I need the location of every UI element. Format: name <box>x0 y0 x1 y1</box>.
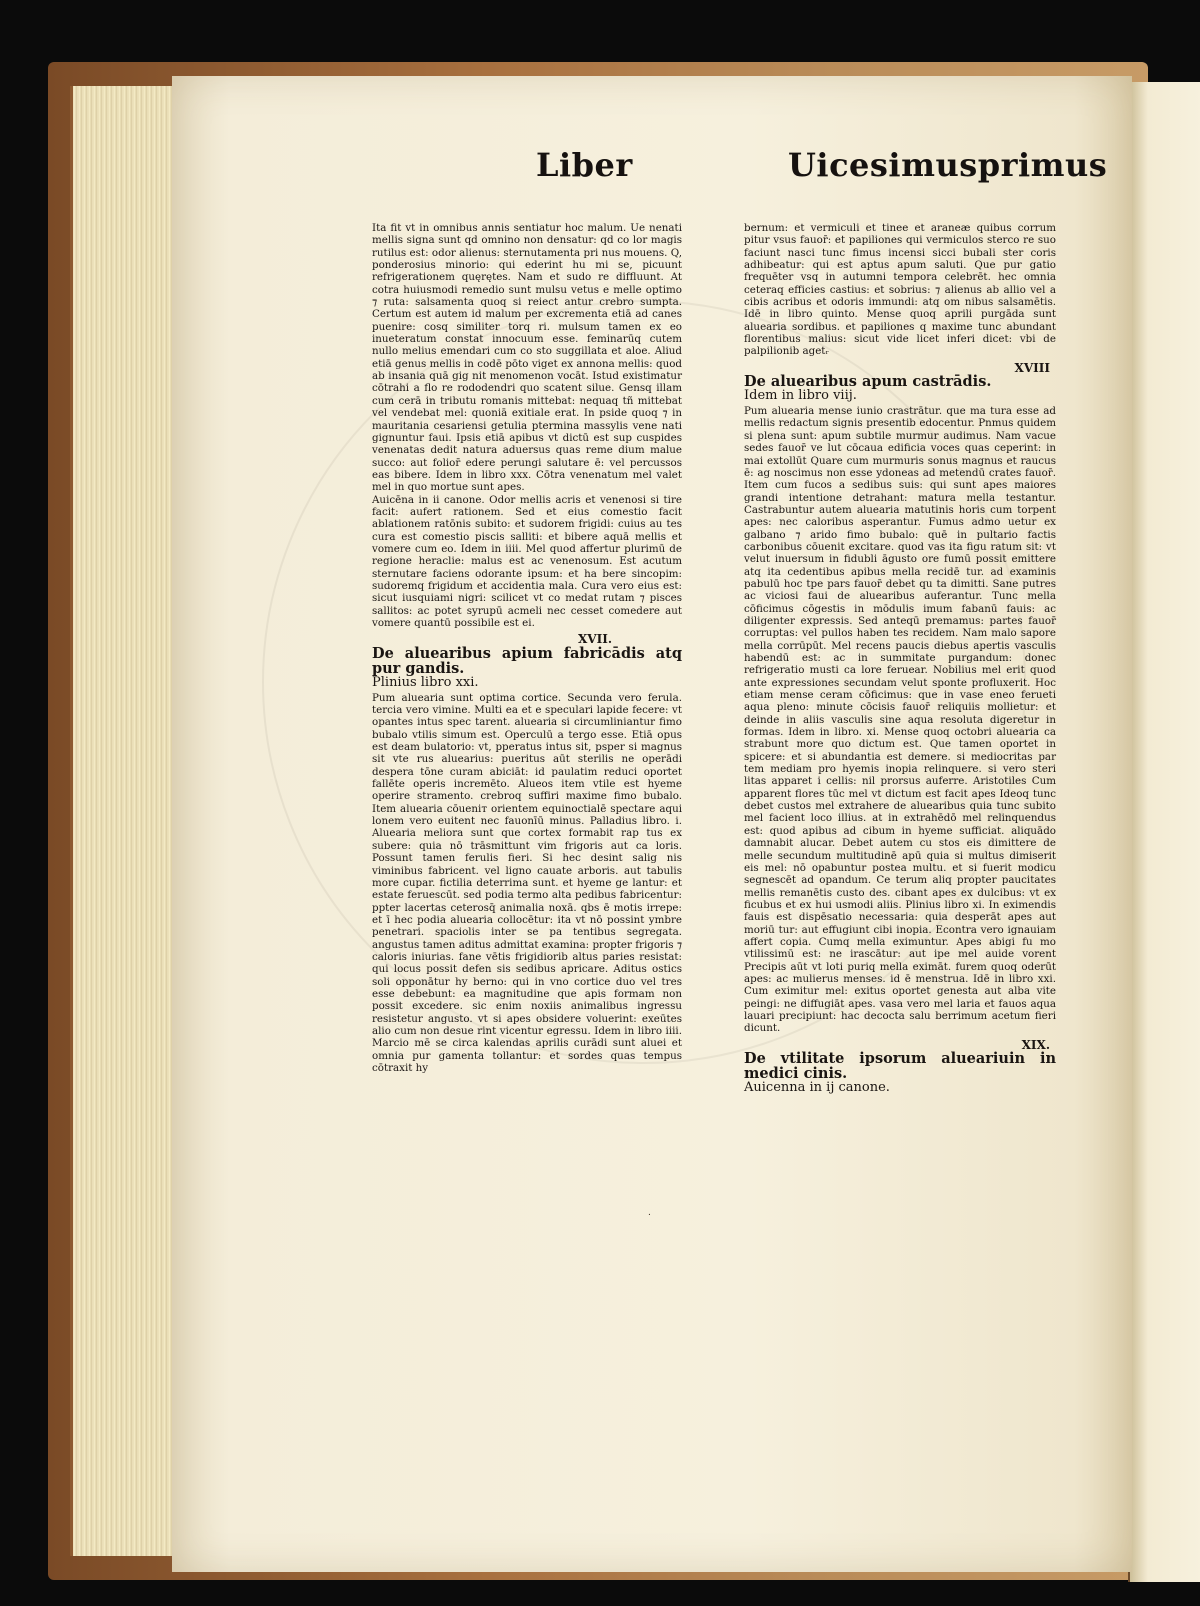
chapter-title: De aluearibus apum castrādis. <box>744 373 992 391</box>
chapter-title: De aluearibus apium fabricādis atq pur gandis. <box>372 644 682 677</box>
signature-mark: . <box>648 1208 651 1218</box>
chapter-number: XIX. <box>1021 1037 1050 1052</box>
chapter-source: Idem in libro viij. <box>744 388 857 404</box>
chapter-title: De vtilitate ipsorum alueariuin in medici cinis. <box>744 1050 1056 1082</box>
paragraph: Ita fit vt in omnibus annis sentiatur hoc malum. Ue nenati mellis signa sunt qd omnino non densatur: qd co lor magis rutilus est: odor alienus: sternutamenta pri nus mouens. Q, ponderosius minorio: qui ederint hu mi se, picuunt refrigerationem quęrętes. Nam et sudo re diffluunt. At cotra huiusmodi remedio sunt mulsu vetus e melle optimo ⁊ ruta: salsamenta quoq si reiect antur crebro sumpta. Certum est autem id malum per excrementa etiā ad canes puenire: cosq similiter torq ri. mulsum tamen ex eo inueteratum constat innocuum esse. feminarūq cutem nullo melius emendari cum co sto suggillata et aloe. Aliud etiā genus mellis in codē pōto viget ex annona mellis: quod ab insania quā gig nit menomenon vocāt. Istud existimatur cōtrahi a flo re rododendri quo scatent silue. Gensq illam cum cerā in tributu romanis mittebat: nequaq tñ mittebat vel vendebat mel: quoniā exitiale erat. In pside quoq ⁊ in mauritania cesariensi getulia ptermina massylis vene nati gignuntur faui. Ipsis etiā apibus vt dictū est sup cuspides venenatas dedit natura aduersus quas reme dium malue succo: aut folior̄ edere perungi salutare ē: vel percussos eas bibere. Idem in libro xxx. Cōtra venenatum mel valet mel in quo mortue sunt apes. <box>372 222 682 494</box>
chapter-heading <box>744 1039 1056 1095</box>
running-head-right: Uicesimusprimus <box>788 146 1108 184</box>
chapter-text: Pum aluearia mense iunio crastrātur. que ma tura esse ad mellis redactum signis presentib edocentur. Pnmus quidem si plena sunt: apum subtile murmur audimus. Nam vacue sedes fauor̄ ve lut cōcaua edificia voces quas ceperint: in mai extollūt Quare cum murmuris sonus magnus et raucus ē: ag noscimus non esse ydoneas ad metendū crates fauor̄. Item cum fucos a sedibus suis: qui sunt apes maiores grandi intentione detrahant: matura mella testantur. Castrabuntur autem aluearia matutinis horis cum torpent apes: nec caloribus asperantur. Fumus admo uetur ex galbano ⁊ arido fimo bubalo: quē in pultario factis carbonibus cōuenit excitare. quod vas ita figu ratum sit: vt velut inuersum in fidubli āgusto ore fumū possit emittere atq ita cedentibus apibus mella recidē tur. ad examinis pabulū hoc tpe pars fauor̄ debet qu ta dimitti. Sane putres ac viciosi faui de aluearibus auferantur. Tunc mella cōficimus cōgestis in mōdulis imum fabanū fauis: ac diligenter expressis. Sed anteqū premamus: partes fauor̄ corruptas: vel pullos haben tes recidem. Nam malo sapore mella corrūpūt. Mel recens paucis diebus apertis vasculis habendū est: ac in summitate purgandum: donec refrigeratio musti ca lore feruear. Nobilius mel erit quod ante expressiones secundam velut sponte profluxerit. Hoc etiam mense ceram cōficimus: que in vase eneo ferueti aqua pleno: minute cōcisis fauor̄ reliquiis mollietur: et deinde in aliis vasculis sine aqua resoluta digeretur in formas. Idem in libro. xi. Mense quoq octobri aluearia ca strabunt more quo dictum est. Que tamen oportet in spicere: et si abundantia est demere. si mediocritas par tem mediam pro hyemis inopia relinquere. si vero steri litas apparet i cellis: nil prorsus auferre. Aristotiles Cum apparent flores tūc mel vt dictum est facit apes Ideoq tunc debet custos mel extrahere de aluearibus quia tunc subito mel facient loco illius. at in extrahēdō mel relinquendus est: quod apibus ad cibum in hyeme sufficiat. aliquādo damnabit alucar. Debet autem cu stos eis dimittere de melle secundum multitudinē apū quia si multus dimiserit eis mel: nō opabuntur postea multu. et si fuerit modicu segnescēt ad opandum. Ce terum aliq propter paucitates mellis remanētis custo des. cibant apes ex dulcibus: vt ex ficubus et ex hui usmodi aliis. Plinius libro xi. In eximendis fauis est dispēsatio necessaria: quia desperāt apes aut moriū tur: aut effugiunt cibi inopia. Econtra vero ignauiam affert copia. Cumq mella eximuntur. Apes abigi fu mo vtilissimū est: ne irascātur: aut ipe mel auide vorent Precipis aūt vt loti puriq mella eximāt. furem quoq oderūt apes: ac mulierus menses. id ē menstrua. Idē in libro xxi. Cum eximitur mel: exitus oportet genesta aut alba vite peingi: ne diffugiāt apes. vasa vero mel laria et fauos aqua lauari precipiunt: hac decocta salu berrimum acetum fieri dicunt. <box>744 405 1056 1035</box>
right-column <box>744 222 1056 1097</box>
chapter-number: XVII. <box>577 632 612 647</box>
chapter-heading <box>372 633 682 689</box>
facing-page-edge <box>1128 82 1200 1582</box>
chapter-source: Auicenna in ij canone. <box>744 1080 890 1095</box>
paragraph: bernum: et vermiculi et tinee et araneæ quibus corrum pitur vsus fauor̄: et papiliones qui vermiculos sterco re suo faciunt nasci tunc fimus incensi sicci bubali ster coris adhibeatur: qui est aptus apum saluti. Que pur gatio frequēter vsq in autumni tempora celebrēt. hec omnia ceteraq efficies castius: et sobrius: ⁊ alienus ab allio vel a cibis acribus et odoris immundi: atq om nibus salsamētis. Idē in libro quinto. Mense quoq aprili purgāda sunt aluearia sordibus. et papiliones q maxime tunc abundant florentibus malius: sicut vide licet inferi dicet: vbi de palpilionib agetᵣ <box>744 222 1056 358</box>
paragraph: Auicēna in ii canone. Odor mellis acris et venenosi si tire facit: aufert rationem. Sed et eius comestio facit ablationem ratōnis subito: et sudorem frigidi: cuius au tes cura est comestio piscis salliti: et bibere aquā mellis et vomere cum eo. Idem in iiii. Mel quod affertur plurimū de regione heraclie: malus est ac venenosum. Est acutum sternutare faciens odorante ipsum: et ha bere sincopim: sudoremq frigidum et accidentia mala. Cura vero eius est: sicut iusquiami nigri: scilicet vt co medat rutam ⁊ pisces sallitos: ac potet syrupū acmeli nec cesset comedere aut vomere quantū possibile est ei. <box>372 493 682 629</box>
running-head-left: Liber <box>536 146 633 184</box>
chapter-text: Pum aluearia sunt optima cortice. Secunda vero ferula. tercia vero vimine. Multi ea et e speculari lapide fecere: vt opantes intus spec tarent. aluearia si circumliniantur fimo bubalo vtilis simum est. Operculū a tergo esse. Etiā opus est deam bulatorio: vt, pperatus intus sit, psper si magnus sit vte rus aluearius: pueritus aūt sterilis ne operādi despera tōne curam abiciāt: id paulatim reduci oportet fallēte operis incremēto. Aluеos item vtile est hyeme operire stramento. crebroq suffiri maxime fimo bubalo. Item aluearia cōueniт orientem equinoctialē spectare aqui lonem vero euitent nec fauonīū minus. Palladius libro. i. Aluearia meliora sunt que cortex formabit rap tus ex subere: quia nō trāsmittunt vim frigoris aut ca loris. Possunt tamen ferulis fieri. Si hec desint salig nis viminibus fabricent. vel ligno cauate arboris. aut tabulis more cupar. fictilia deterrima sunt. et hyeme ge lantur: et estate feruescūt. sed podia termo alta pedibus fabricentur: ppter lacertas ceterosq̄ animalia noxā. qbs ē motis irrepe: et ī hec podia aluearia collocētur: ita vt nō possint ymbre penetrari. spaciolis inter se pa tentibus segregata. angustus tamen aditus admittat examina: propter frigoris ⁊ caloris iniurias. fane vētis frigidiorib altus paries resistat: qui locus possit defen sis sedibus apricare. Aditus ostics soli opponātur hy berno: qui in vno cortice duo vel tres esse debebunt: ea magnitudine que apis formam non possit excedere. sic enim noxiis animalibus ingressu resistetur angusto. vt si apes obsidere voluerint: exeūtes alio cum non desue rint vicentur egressu. Idem in libro iiii. Marcio mē se circa kalendas aprilis curādi sunt aluei et omnia pur gamenta tollantur: et sordes quas tempus cōtraxit hy <box>372 691 682 1074</box>
chapter-number: XVIII <box>1014 360 1050 375</box>
chapter-heading <box>744 362 1056 403</box>
page-block-edge <box>70 86 183 1556</box>
left-column <box>372 222 682 1074</box>
chapter-source: Plinius libro xxi. <box>372 674 479 690</box>
